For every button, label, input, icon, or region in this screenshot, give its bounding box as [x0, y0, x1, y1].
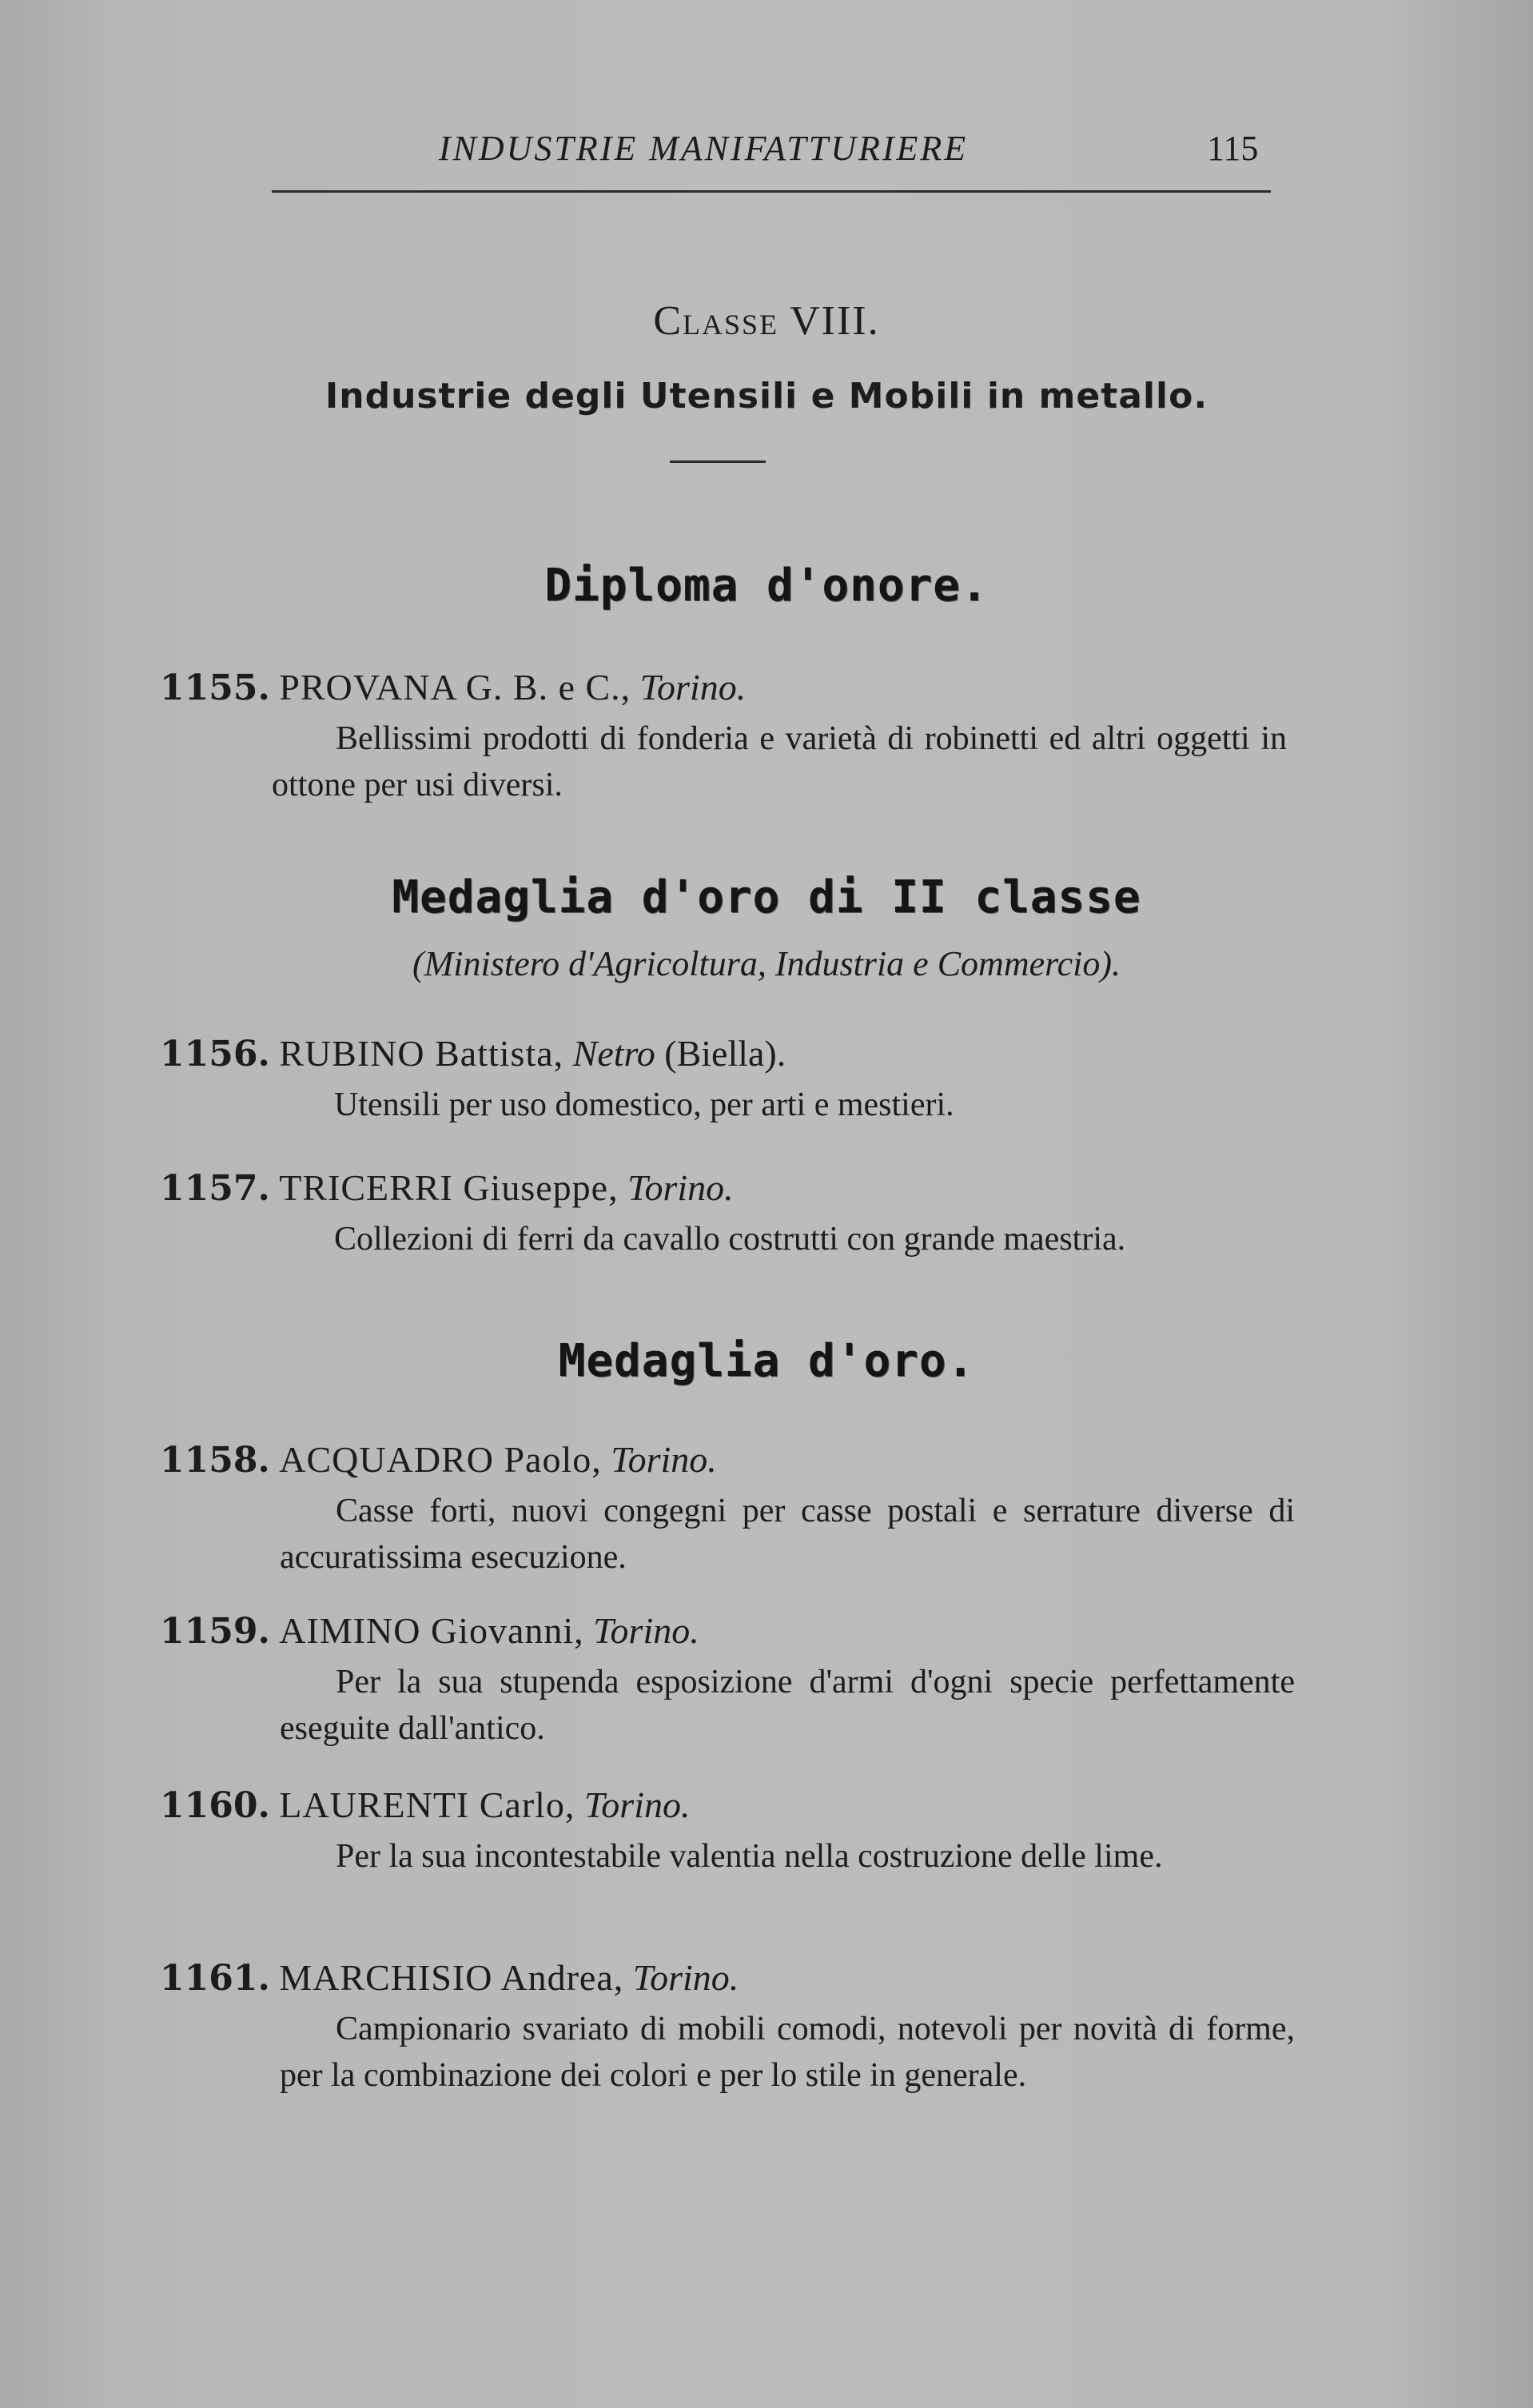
exhibitor-name: LAURENTI Carlo,	[279, 1784, 575, 1825]
award-heading-gold: Medaglia d'oro.	[558, 1335, 975, 1387]
award-heading-gold-second-class: Medaglia d'oro di II classe	[392, 871, 1141, 923]
exhibitor-place-suffix: (Biella).	[664, 1033, 786, 1074]
entry-description: Bellissimi prodotti di fonderia e varietà di robinetti ed altri oggetti in ottone per usi diversi.	[272, 720, 1287, 803]
entry-number: 1155.	[160, 668, 270, 708]
entry-number: 1158.	[160, 1440, 270, 1481]
entry-description: Per la sua stupenda esposizione d'armi d'ogni specie perfettamente eseguite dall'antico.	[280, 1664, 1295, 1747]
entry-1156	[160, 1031, 1295, 1128]
entry-1161	[160, 1956, 1295, 2099]
exhibitor-name: PROVANA G. B. e C.,	[279, 667, 631, 708]
exhibitor-name: AIMINO Giovanni,	[279, 1610, 584, 1651]
entry-description: Casse forti, nuovi congegni per casse postali e serrature diverse di accuratissima esecuzione.	[280, 1493, 1295, 1576]
exhibitor-name: RUBINO Battista,	[279, 1033, 564, 1074]
header-rule	[272, 190, 1271, 193]
class-title: Classe VIII.	[653, 298, 880, 344]
entry-number: 1160.	[160, 1785, 270, 1826]
award-note: (Ministero d'Agricoltura, Industria e Commercio).	[412, 944, 1121, 983]
entry-1159	[160, 1609, 1295, 1752]
section-divider	[670, 460, 766, 463]
entry-number: 1161.	[160, 1958, 270, 1999]
exhibitor-place: Netro	[572, 1033, 655, 1074]
entry-number: 1159.	[160, 1611, 270, 1652]
class-subtitle: Industrie degli Utensili e Mobili in metallo.	[325, 376, 1208, 417]
entry-1157	[160, 1166, 1295, 1262]
entry-1160	[160, 1783, 1295, 1880]
entry-1155	[160, 665, 1295, 808]
exhibitor-place: Torino.	[583, 1784, 691, 1825]
entry-description: Campionario svariato di mobili comodi, notevoli per novità di forme, per la combinazione dei colori e per lo stile in generale.	[280, 2011, 1295, 2094]
exhibitor-place: Torino.	[611, 1439, 717, 1480]
exhibitor-place: Torino.	[593, 1610, 699, 1651]
exhibitor-name: MARCHISIO Andrea,	[279, 1957, 624, 1998]
entry-1158	[160, 1437, 1295, 1581]
entry-description: Per la sua incontestabile valentia nella costruzione delle lime.	[336, 1838, 1163, 1875]
page-number: 115	[1207, 129, 1259, 168]
award-heading-diploma: Diploma d'onore.	[544, 560, 989, 612]
entry-description: Utensili per uso domestico, per arti e mestieri.	[334, 1086, 954, 1123]
running-title: INDUSTRIE MANIFATTURIERE	[438, 129, 969, 168]
entry-number: 1157.	[160, 1168, 270, 1209]
exhibitor-place: Torino.	[639, 667, 747, 708]
entry-description: Collezioni di ferri da cavallo costrutti con grande maestria.	[334, 1221, 1126, 1258]
exhibitor-place: Torino.	[632, 1957, 739, 1998]
exhibitor-name: ACQUADRO Paolo,	[279, 1439, 602, 1480]
entry-number: 1156.	[160, 1034, 270, 1074]
exhibitor-place: Torino.	[627, 1167, 734, 1208]
exhibitor-name: TRICERRI Giuseppe,	[279, 1167, 619, 1208]
